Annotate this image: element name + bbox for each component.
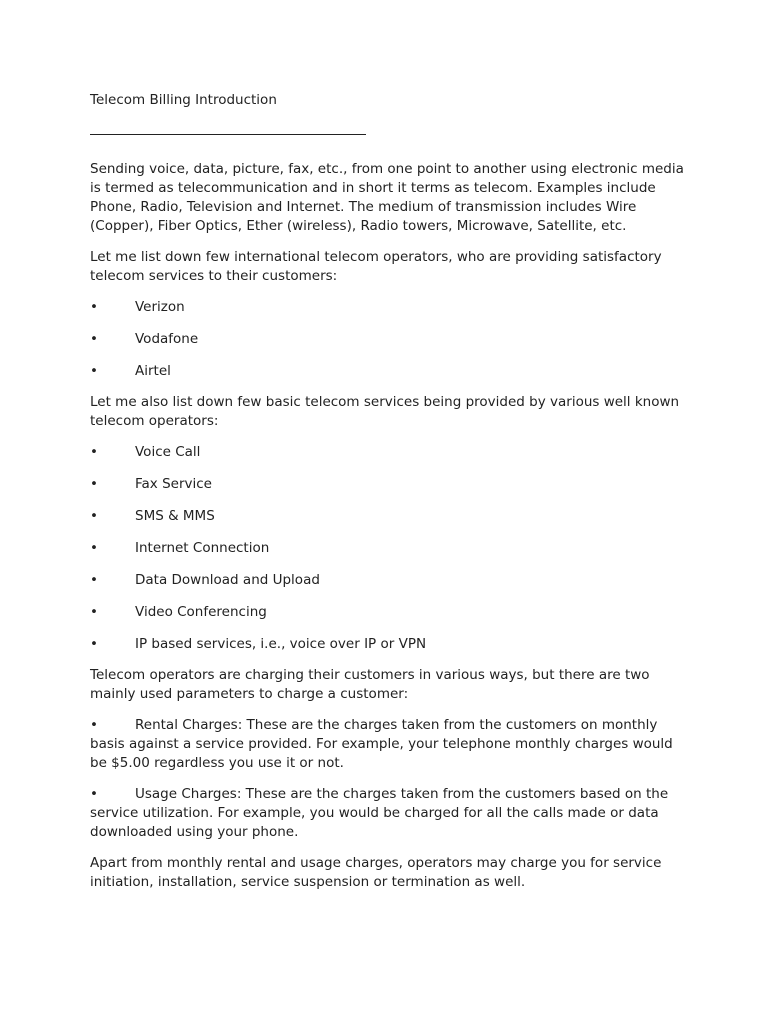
- usage-charges-item: [90, 785, 690, 842]
- list-item: [90, 475, 690, 494]
- rental-charges-item: [90, 716, 690, 773]
- bullet-icon: •: [90, 444, 98, 460]
- service-name: Fax Service: [135, 476, 212, 492]
- service-name: Internet Connection: [135, 540, 270, 556]
- bullet-icon: •: [90, 508, 98, 524]
- service-name: Data Download and Upload: [135, 572, 320, 588]
- rental-charges-text: Rental Charges: These are the charges taken from the customers on monthly basis against a service provided. For example, your telephone monthly charges would be $5.00 regardless you use it or not.: [90, 717, 673, 771]
- services-list: [90, 443, 690, 654]
- bullet-icon: •: [90, 331, 98, 347]
- list-item: [90, 507, 690, 526]
- operator-name: Verizon: [135, 299, 185, 315]
- bullet-icon: •: [90, 604, 98, 620]
- list-item: [90, 330, 690, 349]
- bullet-icon: •: [90, 572, 98, 588]
- bullet-icon: •: [90, 717, 98, 733]
- title-underline: [90, 134, 366, 135]
- operator-name: Vodafone: [135, 331, 199, 347]
- document-page: [90, 91, 690, 892]
- intro-paragraph: Sending voice, data, picture, fax, etc., from one point to another using electronic media is termed as telecommunication and in short it terms as telecom. Examples include Phone, Radio, Television and Internet. The medium of transmission includes Wire (Copper), Fiber Optics, Ether (wireless), Radio towers, Microwave, Satellite, etc.: [90, 161, 684, 234]
- bullet-icon: •: [90, 636, 98, 652]
- service-name: SMS & MMS: [135, 508, 215, 524]
- usage-charges-text: Usage Charges: These are the charges taken from the customers based on the service utilization. For example, you would be charged for all the calls made or data downloaded using your phone.: [90, 786, 669, 840]
- services-intro-paragraph: Let me also list down few basic telecom services being provided by various well known telecom operators:: [90, 394, 680, 429]
- closing-paragraph: Apart from monthly rental and usage charges, operators may charge you for service initiation, installation, service suspension or termination as well.: [90, 855, 662, 890]
- operators-list: [90, 298, 690, 381]
- operators-intro-paragraph: Let me list down few international telecom operators, who are providing satisfactory telecom services to their customers:: [90, 249, 662, 284]
- list-item: [90, 571, 690, 590]
- bullet-icon: •: [90, 786, 98, 802]
- bullet-icon: •: [90, 299, 98, 315]
- list-item: [90, 635, 690, 654]
- bullet-icon: •: [90, 476, 98, 492]
- list-item: [90, 443, 690, 462]
- list-item: [90, 362, 690, 381]
- operator-name: Airtel: [135, 363, 171, 379]
- service-name: Voice Call: [135, 444, 201, 460]
- document-title: Telecom Billing Introduction: [90, 92, 277, 108]
- bullet-icon: •: [90, 363, 98, 379]
- list-item: [90, 539, 690, 558]
- charging-intro-paragraph: Telecom operators are charging their customers in various ways, but there are two mainly used parameters to charge a customer:: [90, 667, 650, 702]
- bullet-icon: •: [90, 540, 98, 556]
- service-name: IP based services, i.e., voice over IP or VPN: [135, 636, 427, 652]
- list-item: [90, 603, 690, 622]
- service-name: Video Conferencing: [135, 604, 267, 620]
- list-item: [90, 298, 690, 317]
